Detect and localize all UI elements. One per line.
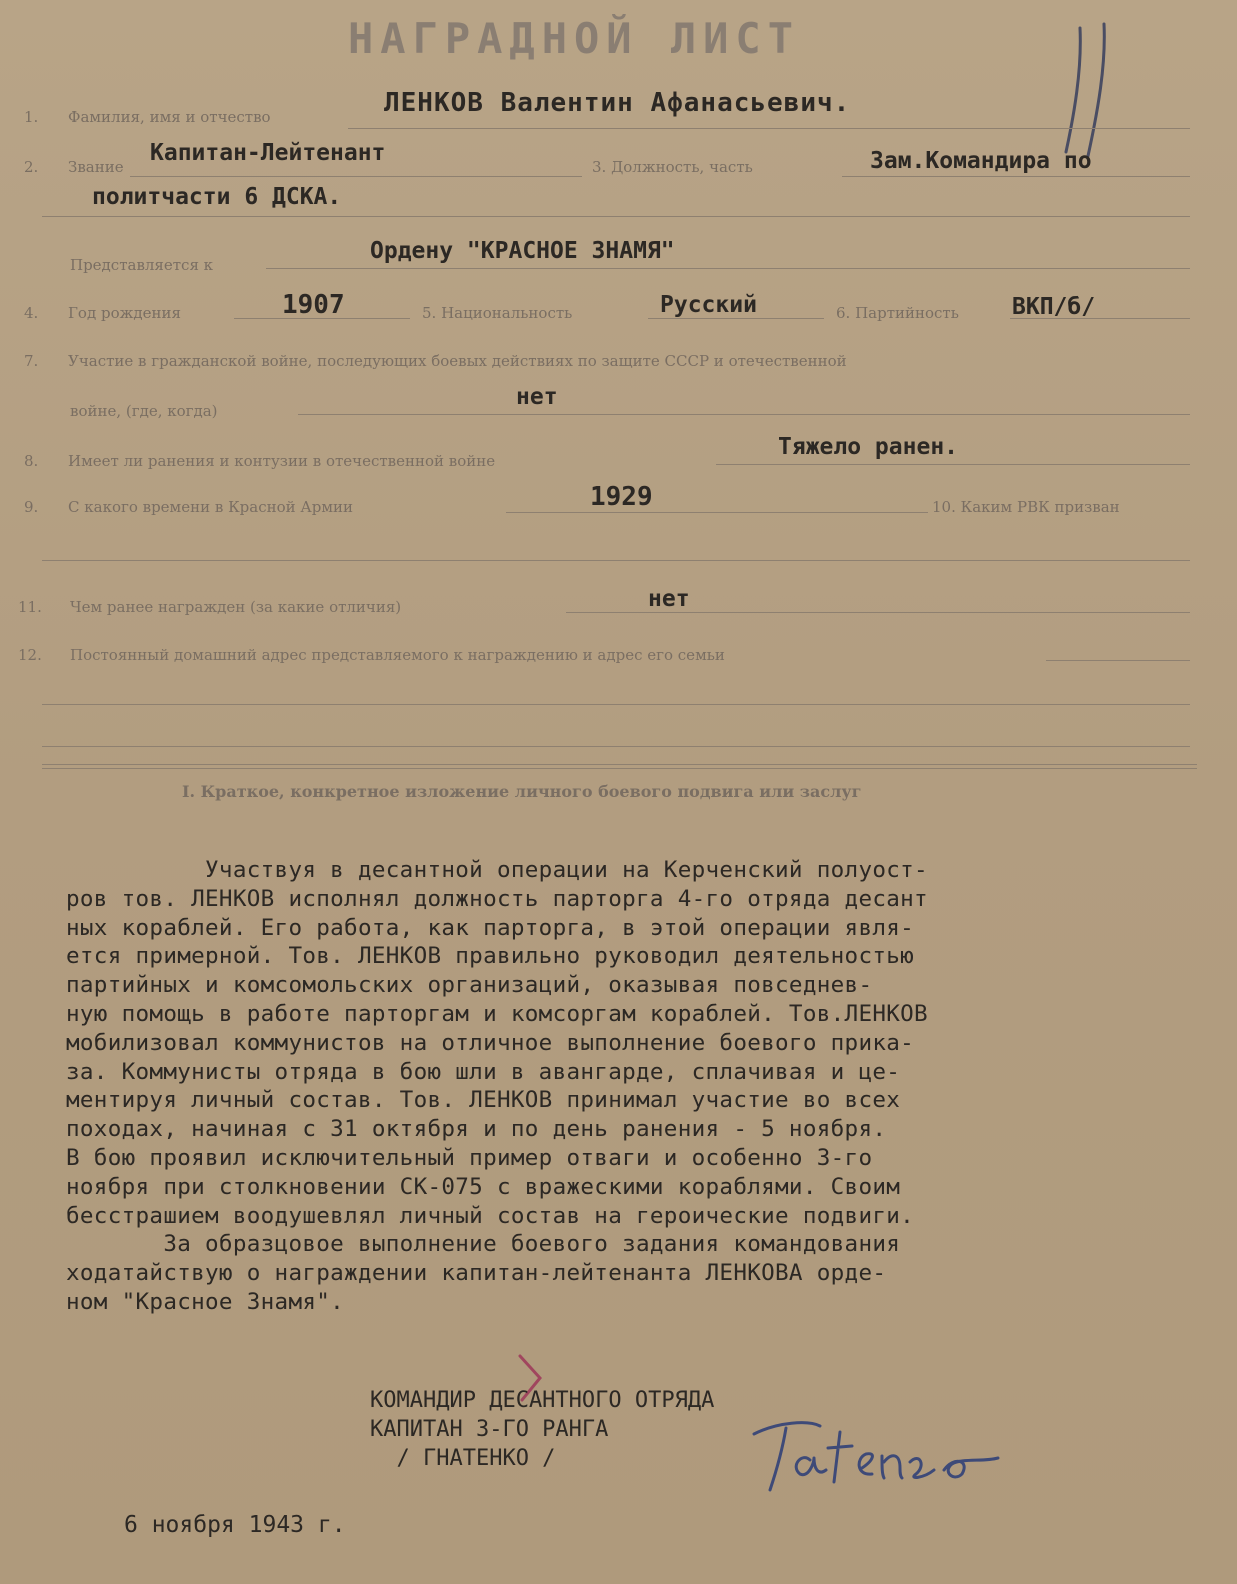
citation-line: ную помощь в работе парторгам и комсоргам кораблей. Тов.ЛЕНКОВ bbox=[66, 1000, 928, 1027]
document-title: НАГРАДНОЙ ЛИСТ bbox=[348, 14, 801, 63]
citation-line: ется примерной. Тов. ЛЕНКОВ правильно руководил деятельностью bbox=[66, 943, 915, 970]
field-11-number: 11. bbox=[18, 598, 42, 616]
field-9-label: С какого времени в Красной Армии bbox=[68, 498, 354, 516]
citation-line: За образцовое выполнение боевого задания командования bbox=[66, 1231, 901, 1258]
field-1-label: Фамилия, имя и отчество bbox=[68, 108, 271, 126]
citation-text bbox=[66, 856, 1236, 1317]
field-12-line-3 bbox=[42, 746, 1190, 747]
award-value: Ордену "КРАСНОЕ ЗНАМЯ" bbox=[370, 238, 675, 264]
citation-line: В бою проявил исключительный пример отваги и особенно 3-го bbox=[66, 1144, 873, 1171]
handwritten-signature bbox=[748, 1412, 1028, 1502]
field-12-label: Постоянный домашний адрес представляемого к награждению и адрес его семьи bbox=[70, 646, 725, 664]
signatory-name: / ГНАТЕНКО / bbox=[370, 1446, 556, 1471]
citation-line: ноября при столкновении СК-075 с вражескими кораблями. Своим bbox=[66, 1173, 901, 1200]
field-1-line bbox=[348, 128, 1190, 129]
field-4-label: Год рождения bbox=[68, 304, 181, 322]
field-10-label: 10. Каким РВК призван bbox=[932, 498, 1120, 516]
field-8-number: 8. bbox=[24, 452, 39, 470]
award-line bbox=[266, 268, 1190, 269]
citation-line: ходатайствую о награждении капитан-лейтенанта ЛЕНКОВА орде- bbox=[66, 1260, 887, 1287]
citation-line: ном "Красное Знамя". bbox=[66, 1288, 345, 1315]
field-8-label: Имеет ли ранения и контузии в отечественной войне bbox=[68, 452, 496, 470]
margin-handwritten-mark bbox=[1052, 20, 1122, 160]
section-divider-bottom bbox=[42, 768, 1197, 769]
field-8-line bbox=[716, 464, 1190, 465]
field-7-value: нет bbox=[516, 384, 558, 410]
signatory-rank: КАПИТАН 3-ГО РАНГА bbox=[370, 1417, 609, 1442]
field-3-value-continued: политчасти 6 ДСКА. bbox=[92, 184, 342, 210]
signature-block bbox=[370, 1386, 714, 1473]
field-2-number: 2. bbox=[24, 158, 39, 176]
field-7-number: 7. bbox=[24, 352, 39, 370]
section-heading: I. Краткое, конкретное изложение личного боевого подвига или заслуг bbox=[182, 782, 862, 801]
field-4-number: 4. bbox=[24, 304, 39, 322]
citation-line: ных кораблей. Его работа, как парторга, в этой операции явля- bbox=[66, 914, 915, 941]
field-2-label: Звание bbox=[68, 158, 124, 176]
document-date: 6 ноября 1943 г. bbox=[124, 1512, 346, 1538]
field-3-value: Зам.Командира по bbox=[870, 148, 1092, 174]
field-12-line bbox=[1046, 660, 1190, 661]
field-5-value: Русский bbox=[660, 292, 757, 318]
field-5-line bbox=[648, 318, 824, 319]
field-2-line bbox=[130, 176, 582, 177]
field-7-line bbox=[298, 414, 1190, 415]
field-1-value: ЛЕНКОВ Валентин Афанасьевич. bbox=[384, 88, 851, 118]
field-10-line bbox=[42, 560, 1190, 561]
award-label: Представляется к bbox=[70, 256, 214, 274]
field-11-label: Чем ранее награжден (за какие отличия) bbox=[70, 598, 402, 616]
citation-line: походах, начиная с 31 октября и по день ранения - 5 ноября. bbox=[66, 1116, 887, 1143]
field-2-value: Капитан-Лейтенант bbox=[150, 140, 386, 166]
signatory-position: КОМАНДИР ДЕСАНТНОГО ОТРЯДА bbox=[370, 1388, 715, 1413]
citation-line: ментируя личный состав. Тов. ЛЕНКОВ принимал участие во всех bbox=[66, 1087, 901, 1114]
citation-line: Участвуя в десантной операции на Керченский полуост- bbox=[66, 857, 928, 883]
section-divider-top bbox=[42, 764, 1197, 765]
citation-line: бесстрашием воодушевлял личный состав на героические подвиги. bbox=[66, 1202, 915, 1229]
field-11-line bbox=[566, 612, 1190, 613]
field-12-number: 12. bbox=[18, 646, 42, 664]
citation-line: мобилизовал коммунистов на отличное выполнение боевого прика- bbox=[66, 1029, 915, 1056]
citation-line: ров тов. ЛЕНКОВ исполнял должность парторга 4-го отряда десант bbox=[66, 885, 928, 912]
field-6-value: ВКП/б/ bbox=[1012, 294, 1096, 320]
field-6-label: 6. Партийность bbox=[836, 304, 959, 322]
field-9-number: 9. bbox=[24, 498, 39, 516]
field-7-label-continued: войне, (где, когда) bbox=[70, 402, 218, 420]
field-5-label: 5. Национальность bbox=[422, 304, 573, 322]
field-8-value: Тяжело ранен. bbox=[778, 434, 959, 460]
citation-line: партийных и комсомольских организаций, оказывая повседнев- bbox=[66, 972, 873, 999]
field-9-line bbox=[506, 512, 928, 513]
field-3-line bbox=[842, 176, 1190, 177]
field-12-line-2 bbox=[42, 704, 1190, 705]
citation-line: за. Коммунисты отряда в бою шли в авангарде, сплачивая и це- bbox=[66, 1058, 901, 1085]
field-4-value: 1907 bbox=[282, 290, 345, 320]
field-1-number: 1. bbox=[24, 108, 39, 126]
field-11-value: нет bbox=[648, 586, 690, 612]
field-7-label: Участие в гражданской войне, последующих боевых действиях по защите СССР и отечественной bbox=[68, 352, 847, 370]
field-3-label: 3. Должность, часть bbox=[592, 158, 753, 176]
field-3-line-2 bbox=[42, 216, 1190, 217]
field-9-value: 1929 bbox=[590, 482, 653, 512]
